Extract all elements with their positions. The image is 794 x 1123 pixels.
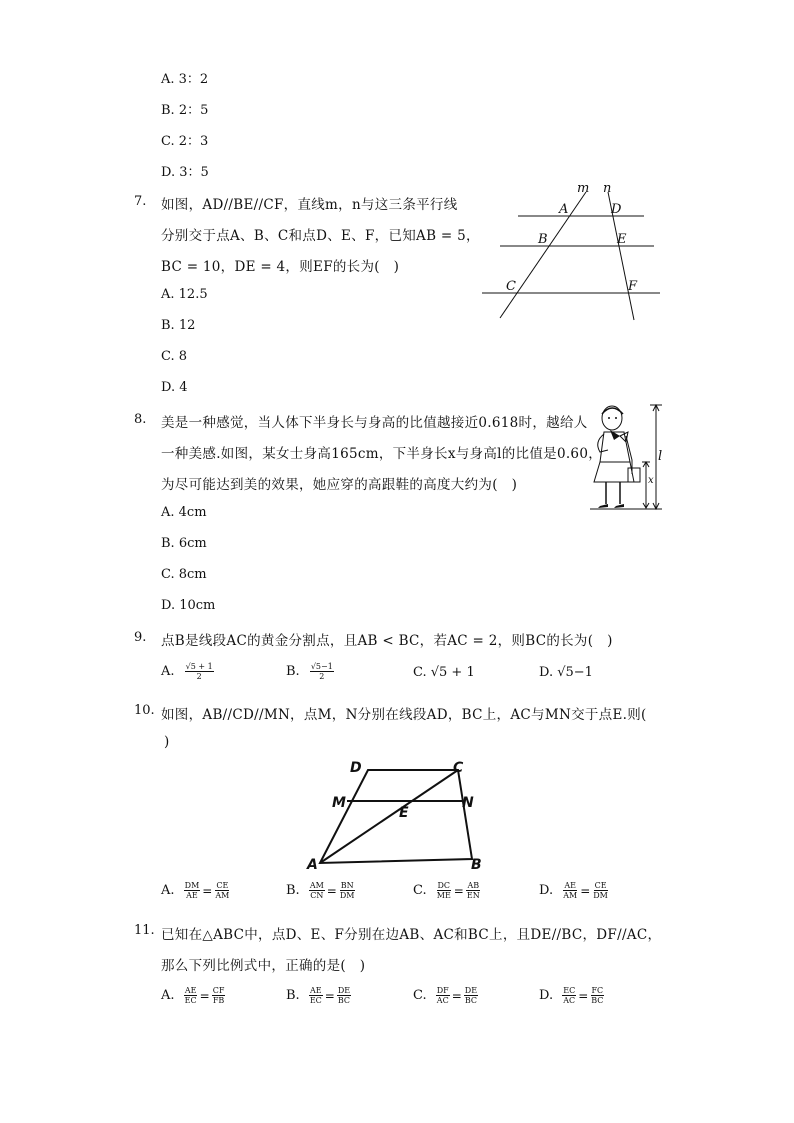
q11-option-a: A. $\frac{AE}{EC}$ = $\frac{CF}{FB}$: [161, 986, 225, 1005]
label-d: D: [350, 760, 362, 776]
q10-option-d: D. $\frac{AE}{AM}$ = $\frac{CE}{DM}$: [539, 881, 608, 900]
q7-option-b: B. 12: [161, 318, 196, 333]
q9-option-b: B. $\frac{√5-1}{2}$: [286, 662, 333, 681]
label-c: C: [506, 279, 516, 294]
q11-line-2: 那么下列比例式中，正确的是( ): [161, 958, 366, 974]
label-d: D: [611, 202, 622, 217]
label-e: E: [399, 805, 409, 821]
q11-option-d: D. $\frac{EC}{AC}$ = $\frac{FC}{BC}$: [539, 986, 604, 1005]
q9-option-c: C. √5 + 1: [413, 665, 475, 680]
q7-option-c: C. 8: [161, 349, 188, 364]
label-x: x: [648, 475, 654, 486]
label-b: B: [471, 857, 482, 873]
label-e: E: [617, 232, 627, 247]
label-n: N: [462, 795, 474, 811]
q7-line-2: 分别交于点A、B、C和点D、E、F，已知AB = 5，: [161, 228, 480, 244]
q11-option-b: B. $\frac{AE}{EC}$ = $\frac{DE}{BC}$: [286, 986, 351, 1005]
q10-option-c: C. $\frac{DC}{ME}$ = $\frac{AB}{EN}$: [413, 881, 480, 900]
q10-option-b: B. $\frac{AM}{CN}$ = $\frac{BN}{DM}$: [286, 881, 355, 900]
q11-number: 11.: [134, 923, 155, 938]
q11-line-1: 已知在△ABC中，点D、E、F分别在边AB、AC和BC上，且DE//BC，DF//AC，: [161, 927, 662, 943]
q9-option-a: A. $\frac{√5 + 1}{2}$: [161, 662, 213, 681]
label-m: M: [332, 795, 346, 811]
q10-line-1: 如图，AB//CD//MN，点M，N分别在线段AD，BC上，AC与MN交于点E.则(: [161, 707, 647, 723]
label-a: A: [559, 202, 569, 217]
q7-line-1: 如图，AD//BE//CF，直线m，n与这三条平行线: [161, 197, 458, 213]
q10-line-2: ): [164, 734, 170, 750]
label-b: B: [538, 232, 548, 247]
q8-option-d: D. 10cm: [161, 598, 216, 613]
q6-option-d: D. 3：5: [161, 165, 209, 180]
line-m: [500, 192, 586, 318]
q7-option-d: D. 4: [161, 380, 188, 395]
q8-line-1: 美是一种感觉，当人体下半身长与身高的比值越接近0.618时，越给人: [161, 415, 588, 431]
label-l: l: [658, 449, 663, 464]
q7-number: 7.: [134, 194, 147, 209]
label-c: C: [453, 760, 464, 776]
q8-number: 8.: [134, 412, 147, 427]
q8-line-3: 为尽可能达到美的效果，她应穿的高跟鞋的高度大约为( ): [161, 477, 518, 493]
q11-option-c: C. $\frac{DF}{AC}$ = $\frac{DE}{BC}$: [413, 986, 478, 1005]
q10-option-a: A. $\frac{DM}{AE}$ = $\frac{CE}{AM}$: [161, 881, 230, 900]
q6-option-a: A. 3：2: [161, 72, 209, 87]
q10-trapezoid-figure: [300, 755, 500, 875]
q8-line-2: 一种美感.如图，某女士身高165cm，下半身长x与身高l的比值是0.60，: [161, 446, 603, 462]
q10-number: 10.: [134, 703, 155, 718]
q8-option-a: A. 4cm: [161, 505, 207, 520]
q9-line: 点B是线段AC的黄金分割点，且AB < BC，若AC = 2，则BC的长为( ): [161, 633, 613, 649]
q8-woman-figure: [590, 402, 670, 512]
line-ac: [320, 770, 458, 863]
q9-number: 9.: [134, 630, 147, 645]
label-a: A: [307, 857, 318, 873]
q7-parallel-lines-figure: [478, 180, 668, 325]
q8-option-b: B. 6cm: [161, 536, 207, 551]
q9-option-d: D. √5−1: [539, 665, 593, 680]
label-n: n: [603, 181, 612, 196]
label-m: m: [577, 181, 590, 196]
label-f: F: [628, 279, 638, 294]
q8-option-c: C. 8cm: [161, 567, 207, 582]
q7-line-3: BC = 10，DE = 4，则EF的长为( ): [161, 259, 400, 275]
q6-option-b: B. 2：5: [161, 103, 209, 118]
q7-option-a: A. 12.5: [161, 287, 208, 302]
q6-option-c: C. 2：3: [161, 134, 209, 149]
